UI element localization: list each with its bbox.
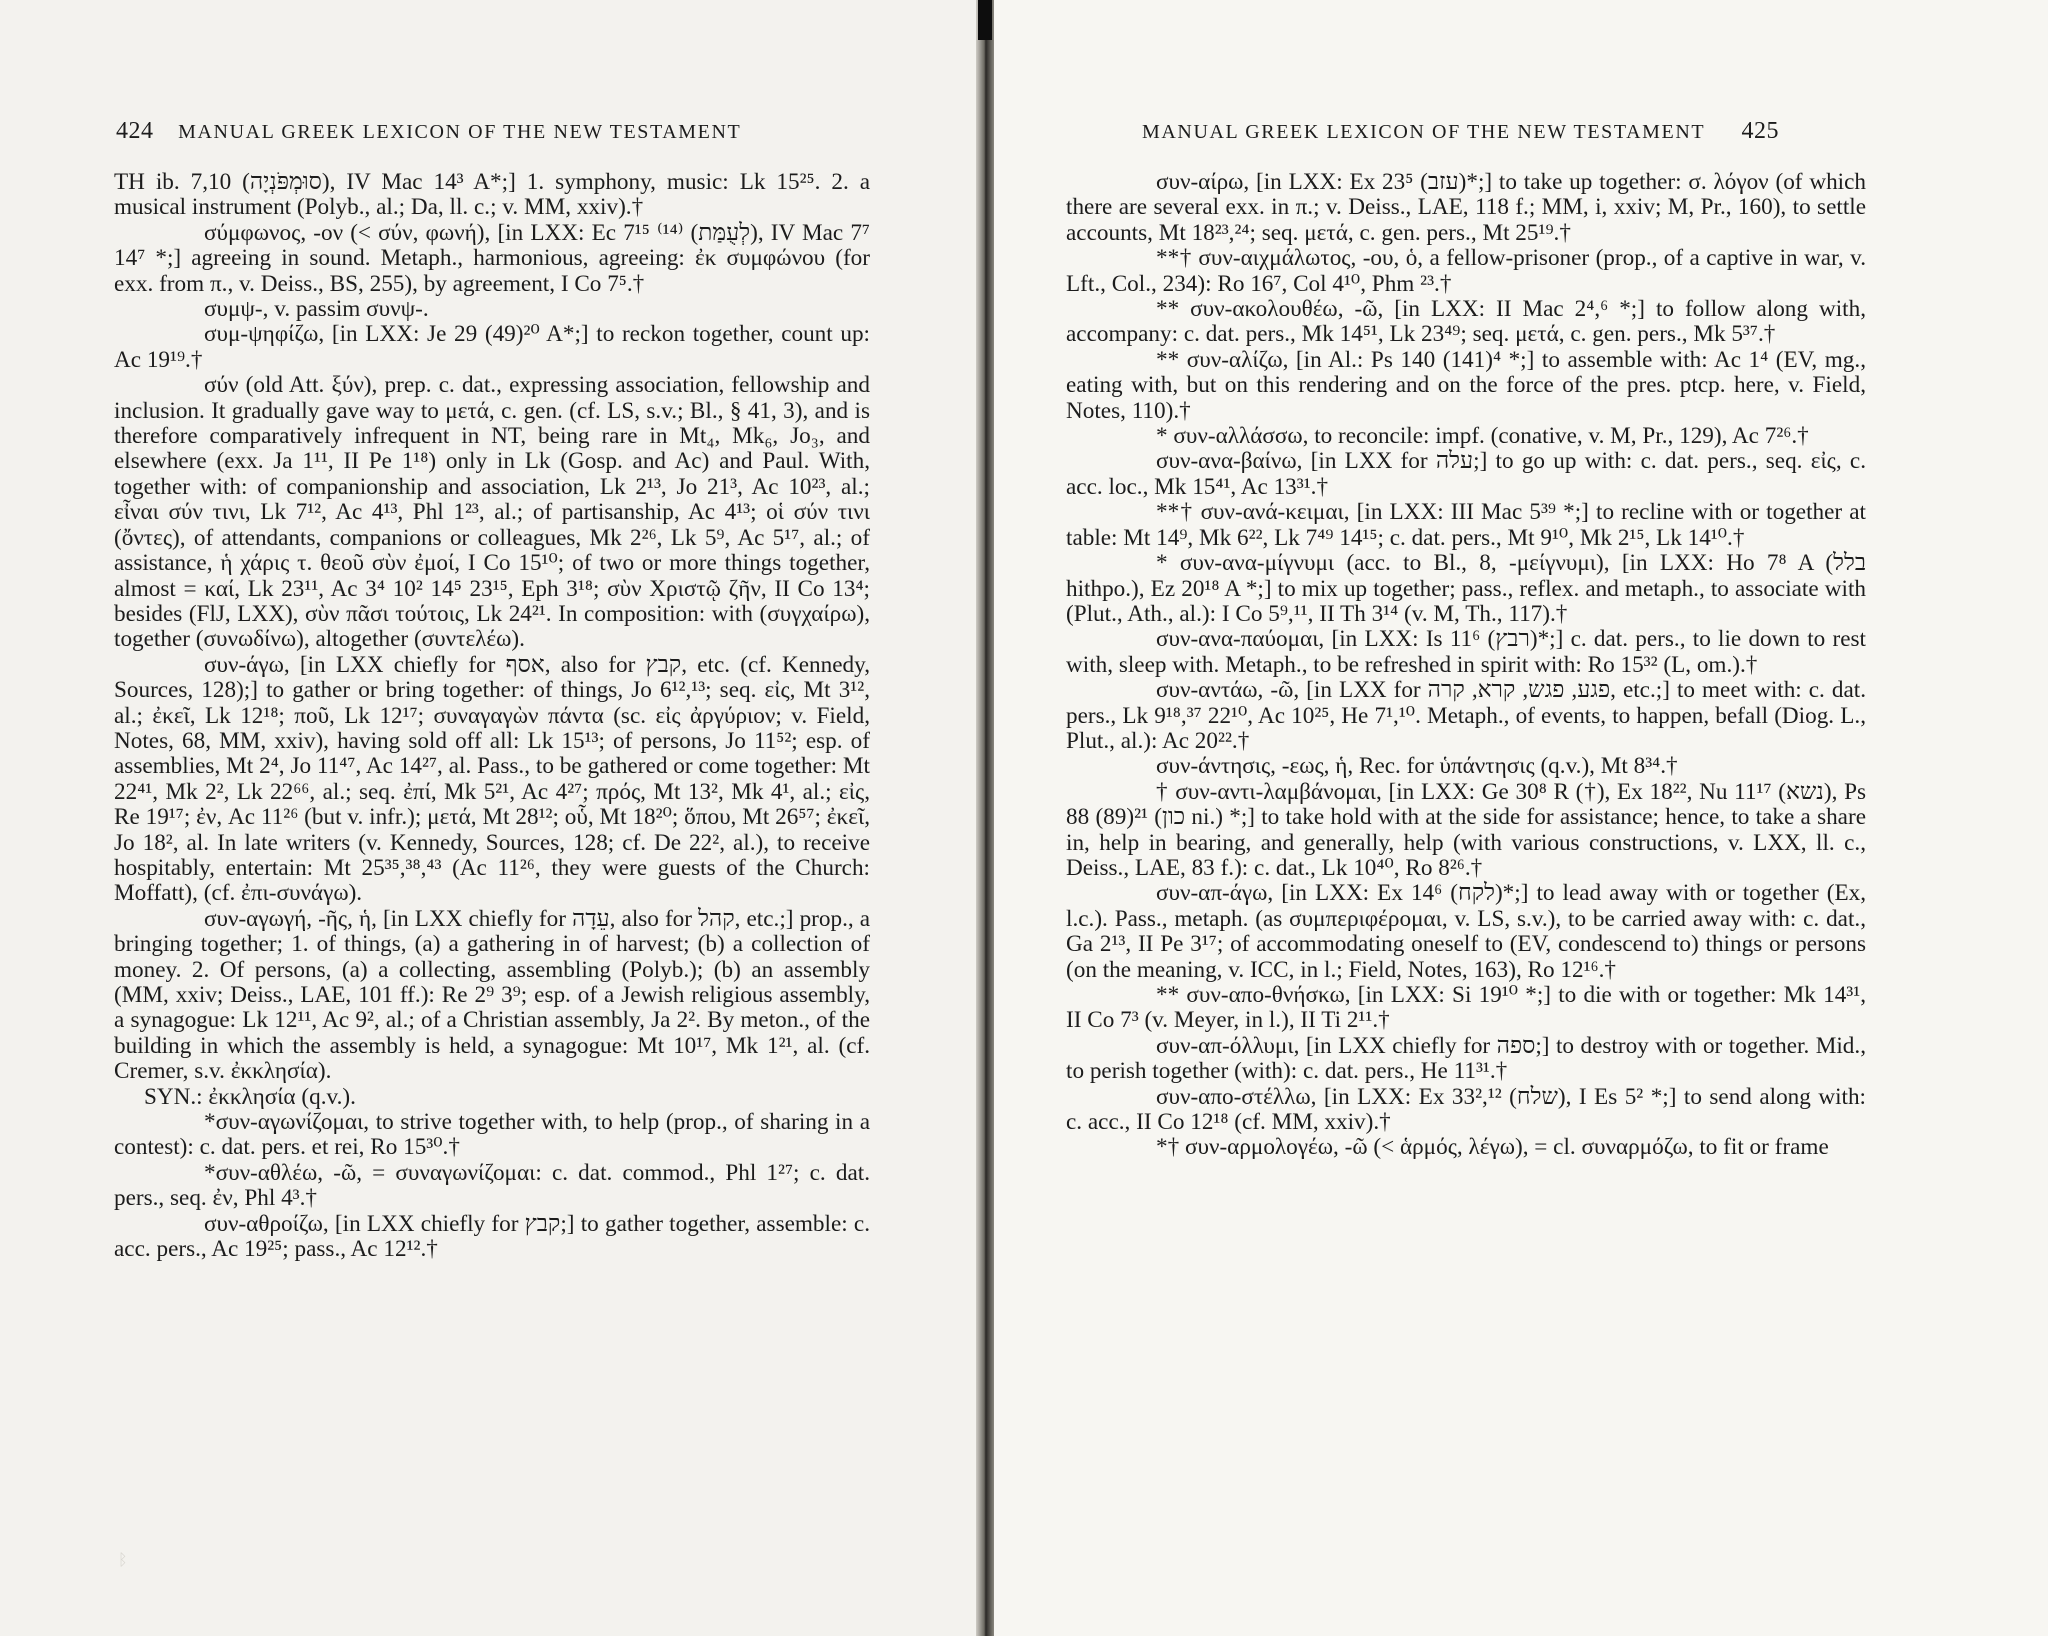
entry-synalizo: ** συν-αλίζω, [in Al.: Ps 140 (141)⁴ *;] to assemble with: Ac 1⁴ (EV, mg., eating with, but on this rendering and on the force of the pres. ptcp. here, v. Field, Notes, 110).† — [1066, 346, 1866, 424]
entry-synapago: συν-απ-άγω, [in LXX: Ex 14⁶ (לקח)*;] to lead away with or together (Ex, l.c.). Pass., metaph. (as συμπεριφέρομαι, v. LS, s.v.), to be carried away with: c. dat., Ga 2¹³, II Pe 3¹⁷; of accommodating oneself to (EV, condescend to) things or persons (on the meaning, v. ICC, in l.; Field, Notes, 163), Ro 12¹⁶.† — [1066, 880, 1866, 983]
entry-synathroizo: συν-αθροίζω, [in LXX chiefly for קבץ;] to gather together, assemble: c. acc. pers., Ac 19²⁵; pass., Ac 12¹².† — [114, 1210, 871, 1263]
entry-syn: σύν (old Att. ξύν), prep. c. dat., expressing association, fellowship and inclusion. It gradually gave way to μετά, c. gen. (cf. LS, s.v.; Bl., § 41, 3), and is therefore comparatively infrequent in NT, being rare in Mt₄, Mk₆, Jo₃, and elsewhere (exx. Ja 1¹¹, II Pe 1¹⁸) only in Lk (Gosp. and Ac) and Paul. With, together with: of companionship and association, Lk 2¹³, Jo 21³, Ac 10²³, al.; εἶναι σύν τινι, Lk 7¹², Ac 4¹³, Phl 1²³, al.; of partisanship, Ac 4¹³; οἱ σύν τινι (ὄντες), of attendants, companions or colleagues, Mk 2²⁶, Lk 5⁹, Ac 5¹⁷, al.; of assistance, ἡ χάρις τ. θεοῦ σὺν ἐμοί, I Co 15¹⁰; of two or more things together, almost = καί, Lk 23¹¹, Ac 3⁴ 10² 14⁵ 23¹⁵, Eph 3¹⁸; σὺν Χριστῷ ζῆν, II Co 13⁴; besides (FlJ, LXX), σὺν πᾶσι τούτοις, Lk 24²¹. In composition: with (συγχαίρω), together (συνωδίνω), altogether (συντελέω). — [114, 372, 870, 653]
entry-symphonos: σύμφωνος, -ον (< σύν, φωνή), [in LXX: Ec 7¹⁵ ⁽¹⁴⁾ (לְעֻמַּת), IV Mac 7⁷ 14⁷ *;] agreeing in sound. Metaph., harmonious, agreeing: ἐκ συμφώνου (for exx. from π., v. Deiss., BS, 255), by agreement, I Co 7⁵.† — [114, 219, 870, 297]
right-running-head — [1142, 118, 1779, 145]
right-page — [994, 0, 2048, 1636]
entry-synakoloutheo: ** συν-ακολουθέω, -ῶ, [in LXX: II Mac 2⁴,⁶ *;] to follow along with, accompany: c. dat. pers., Mk 14⁵¹, Lk 23⁴⁹; seq. μετά, c. gen. pers., Mk 5³⁷.† — [1066, 296, 1866, 348]
left-page-body — [114, 170, 870, 1262]
entry-synathleo: *συν-αθλέω, -ῶ, = συναγωνίζομαι: c. dat. commod., Phl 1²⁷; c. dat. pers., seq. ἐν, Phl 4³.† — [114, 1159, 870, 1212]
right-page-body — [1066, 170, 1866, 1161]
left-page-number: 424 — [116, 118, 154, 144]
entry-synapollymi: συν-απ-όλλυμι, [in LXX chiefly for ספה;] to destroy with or together. Mid., to perish together (with): c. dat. pers., He 11³¹.† — [1066, 1032, 1866, 1085]
gutter-shadow — [978, 0, 992, 40]
entry-sympsephizo: συμ-ψηφίζω, [in LXX: Je 29 (49)²⁰ A*;] to reckon together, count up: Ac 19¹⁹.† — [114, 321, 870, 373]
entry-synapothnesko: ** συν-απο-θνήσκω, [in LXX: Si 19¹⁰ *;] to die with or together: Mk 14³¹, II Co 7³ (v. Meyer, in l.), II Ti 2¹¹.† — [1066, 982, 1866, 1034]
book-gutter — [976, 0, 994, 1636]
left-running-head — [116, 118, 741, 145]
entry-synairo: συν-αίρω, [in LXX: Ex 23⁵ (עזב)*;] to take up together: σ. λόγον (of which there are several exx. in π.; v. Deiss., LAE, 118 f.; MM, i, xxiv; M, Pr., 160), to settle accounts, Mt 18²³,²⁴; seq. μετά, c. gen. pers., Mt 25¹⁹.† — [1066, 169, 1866, 246]
entry-synapostello: συν-απο-στέλλω, [in LXX: Ex 33²,¹² (שלח), I Es 5² *;] to send along with: c. acc., II Co 12¹⁸ (cf. MM, xxiv).† — [1066, 1083, 1866, 1136]
entry-synaichmalotos: **† συν-αιχμάλωτος, -ου, ὁ, a fellow-prisoner (prop., of a captive in war, v. Lft., Col., 234): Ro 16⁷, Col 4¹⁰, Phm ²³.† — [1066, 245, 1866, 297]
entry-sympsi-crossref: συμψ-, v. passim συνψ-. — [204, 296, 429, 323]
entry-synagoge-synonym: SYN.: ἐκκλησία (q.v.). — [144, 1083, 356, 1110]
right-running-title: MANUAL GREEK LEXICON OF THE NEW TESTAMENT — [1142, 121, 1705, 143]
entry-synago: συν-άγω, [in LXX chiefly for אסף, also for קבץ, etc. (cf. Kennedy, Sources, 128);] to gather or bring together: of things, Jo 6¹²,¹³; seq. εἰς, Mt 3¹², al.; ἐκεῖ, Lk 12¹⁸; ποῦ, Lk 12¹⁷; συναγαγὼν πάντα (sc. εἰς ἀργύριον; v. Field, Notes, 68, MM, xxiv), having sold off all: Lk 15¹³; of persons, Jo 11⁵²; esp. of assemblies, Mt 2⁴, Jo 11⁴⁷, Ac 14²⁷, al. Pass., to be gathered or come together: Mt 22⁴¹, Mk 2², Lk 22⁶⁶, al.; seq. ἐπί, Mk 5²¹, Ac 4²⁷; πρός, Mt 13², Mk 4¹, al.; εἰς, Re 19¹⁷; ἐν, Ac 11²⁶ (but v. infr.); μετά, Mt 28¹²; οὗ, Mt 18²⁰; ὅπου, Mt 26⁵⁷; ἐκεῖ, Jo 18², al. In late writers (v. Kennedy, Sources, 128; cf. De 22², al.), to receive hospitably, entertain: Mt 25³⁵,³⁸,⁴³ (Ac 11²⁶, they were guests of the Church: Moffatt), (cf. ἐπι-συνάγω). — [114, 651, 871, 907]
entry-synantesis: συν-άντησις, -εως, ἡ, Rec. for ὑπάντησις (q.v.), Mt 8³⁴.† — [1156, 753, 1678, 780]
entry-synantilambanomai: † συν-αντι-λαμβάνομαι, [in LXX: Ge 30⁸ R (†), Ex 18²², Nu 11¹⁷ (נשא), Ps 88 (89)²¹ (כון ni.) *;] to take hold with at the side for assistance; hence, to take a share in, help in bearing, and generally, help (with various constructions, v. LXX, ll. c., Deiss., LAE, 83 f.): c. dat., Lk 10⁴⁰, Ro 8²⁶.† — [1066, 778, 1866, 881]
entry-synanakeimai: **† συν-ανά-κειμαι, [in LXX: III Mac 5³⁹ *;] to recline with or together at table: Mt 14⁹, Mk 6²², Lk 7⁴⁹ 14¹⁵; c. dat. pers., Mt 9¹⁰, Mk 2¹⁵, Lk 14¹⁰.† — [1066, 499, 1866, 551]
entry-synallasso: * συν-αλλάσσω, to reconcile: impf. (conative, v. M, Pr., 129), Ac 7²⁶.† — [1156, 423, 1809, 450]
left-running-title: MANUAL GREEK LEXICON OF THE NEW TESTAMENT — [178, 121, 742, 143]
entry-synagonizomai: *συν-αγωνίζομαι, to strive together with, to help (prop., of sharing in a contest): c. dat. pers. et rei, Ro 15³⁰.† — [114, 1109, 870, 1161]
entry-synantao: συν-αντάω, -ῶ, [in LXX for פגע, פגש, קרא, קרה, etc.;] to meet with: c. dat. pers., Lk 9¹⁸,³⁷ 22¹⁰, Ac 10²⁵, He 7¹,¹⁰. Metaph., of events, to happen, befall (Diog. L., Plut., al.): Ac 20²².† — [1066, 677, 1866, 754]
entry-synanabaino: συν-ανα-βαίνω, [in LXX for עלה;] to go up with: c. dat. pers., seq. εἰς, c. acc. loc., Mk 15⁴¹, Ac 13³¹.† — [1066, 448, 1866, 500]
entry-synanapauomai: συν-ανα-παύομαι, [in LXX: Is 11⁶ (רבץ)*;] c. dat. pers., to lie down to rest with, sleep with. Metaph., to be refreshed in spirit with: Ro 15³² (L, om.).† — [1066, 626, 1867, 678]
left-page — [0, 0, 976, 1636]
entry-synanamignymi: * συν-ανα-μίγνυμι (acc. to Bl., 8, -μείγνυμι), [in LXX: Ho 7⁸ A (בלל hithpo.), Ez 20¹⁸ A *;] to mix up together; pass., reflex. and metaph., to associate with (Plut., Ath., al.): I Co 5⁹,¹¹, II Th 3¹⁴ (v. M, Th., 117).† — [1066, 550, 1866, 627]
scan-mark: ᛒ — [118, 1552, 128, 1569]
entry-synagoge: συν-αγωγή, -ῆς, ἡ, [in LXX chiefly for עֵדָה, also for קהל, etc.;] prop., a bringing together; 1. of things, (a) a gathering in of harvest; (b) a collection of money. 2. Of persons, (a) a collecting, assembling (Polyb.); (b) an assembly (MM, xxiv; Deiss., LAE, 101 ff.): Re 2⁹ 3⁹; esp. of a Jewish religious assembly, a synagogue: Lk 12¹¹, Ac 9², al.; of a Christian assembly, Ja 2². By meton., of the building in which the assembly is held, a synagogue: Mt 10¹⁷, Mk 1²¹, al. (cf. Cremer, s.v. ἐκκλησία). — [114, 905, 871, 1085]
entry-continuation: TH ib. 7,10 (סוּמְפֹּנְיָה), IV Mac 14³ A*;] 1. symphony, music: Lk 15²⁵. 2. a musical instrument (Polyb., al.; Da, ll. c.; v. MM, xxiv).† — [114, 169, 870, 221]
right-page-number: 425 — [1741, 118, 1779, 144]
entry-synarmologeo: *† συν-αρμολογέω, -ῶ (< ἁρμός, λέγω), = cl. συναρμόζω, to fit or frame — [1156, 1134, 1829, 1161]
